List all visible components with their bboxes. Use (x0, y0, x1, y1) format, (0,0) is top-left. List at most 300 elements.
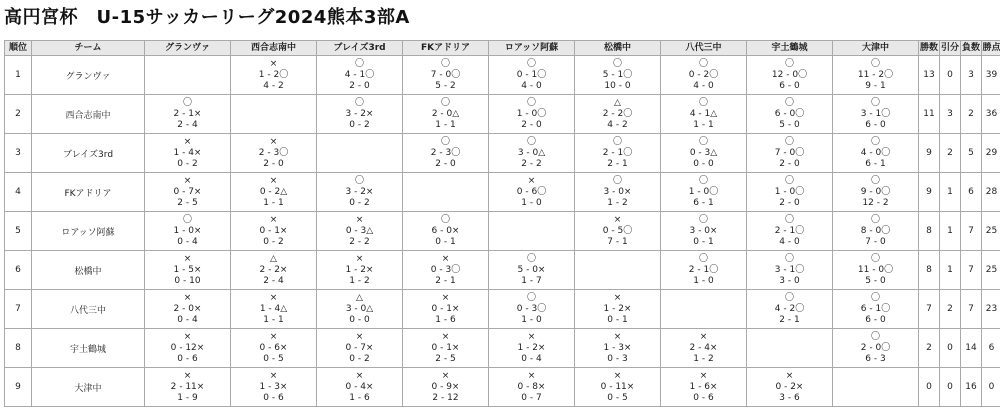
first-leg-score: 1 - 0〇 (774, 186, 805, 197)
table-row (5, 329, 1000, 368)
first-leg-score: 0 - 9× (431, 381, 460, 392)
second-leg-score: 1 - 1 (263, 197, 284, 208)
result-mark: × (613, 331, 622, 342)
losses-cell: 7 (961, 251, 982, 290)
match-result-cell (575, 329, 661, 368)
team-name-cell: 松橋中 (32, 251, 145, 290)
points-cell: 25 (982, 251, 1000, 290)
match-result-cell (145, 212, 231, 251)
losses-cell: 7 (961, 212, 982, 251)
result-mark: △ (614, 97, 621, 108)
first-leg-score: 11 - 2〇 (857, 69, 894, 80)
result-mark: × (183, 136, 192, 147)
first-leg-score: 1 - 0〇 (516, 108, 547, 119)
second-leg-score: 3 - 0 (779, 275, 800, 286)
second-leg-score: 1 - 9 (177, 392, 198, 403)
table-row (5, 212, 1000, 251)
header-opponent: FKアドリア (403, 41, 489, 56)
match-result-cell (317, 290, 403, 329)
table-row (5, 95, 1000, 134)
result-mark: 〇 (784, 292, 794, 303)
first-leg-score: 1 - 0〇 (688, 186, 719, 197)
first-leg-score: 2 - 0△ (431, 108, 460, 119)
result-mark: 〇 (870, 214, 880, 225)
match-result-cell (317, 134, 403, 173)
draws-cell: 2 (940, 134, 961, 173)
match-result-cell (317, 56, 403, 95)
result-mark: 〇 (182, 214, 192, 225)
match-result-cell (403, 173, 489, 212)
result-mark: 〇 (354, 58, 364, 69)
match-result-cell (489, 251, 575, 290)
second-leg-score: 2 - 12 (432, 392, 459, 403)
match-result-cell (231, 212, 317, 251)
result-mark: × (269, 136, 278, 147)
result-mark: 〇 (870, 97, 880, 108)
result-mark: 〇 (698, 175, 708, 186)
first-leg-score: 1 - 0× (173, 225, 202, 236)
match-result-cell (575, 95, 661, 134)
header-opponent: ロアッソ阿蘇 (489, 41, 575, 56)
result-mark: × (527, 175, 536, 186)
rank-cell: 7 (5, 290, 32, 329)
match-result-cell (661, 56, 747, 95)
result-mark: 〇 (698, 253, 708, 264)
match-result-cell (661, 212, 747, 251)
second-leg-score: 0 - 4 (177, 236, 198, 247)
second-leg-score: 2 - 0 (263, 158, 284, 169)
result-mark: × (699, 331, 708, 342)
header-opponent: ブレイズ3rd (317, 41, 403, 56)
match-result-cell (661, 329, 747, 368)
match-result-cell (747, 56, 833, 95)
match-result-cell (575, 290, 661, 329)
first-leg-score: 3 - 0× (689, 225, 718, 236)
match-result-cell (145, 290, 231, 329)
header-opponent: 大津中 (833, 41, 919, 56)
draws-cell: 0 (940, 329, 961, 368)
second-leg-score: 0 - 4 (521, 353, 542, 364)
first-leg-score: 3 - 1〇 (860, 108, 891, 119)
match-result-cell (403, 368, 489, 407)
first-leg-score: 2 - 0〇 (860, 342, 891, 353)
points-cell: 29 (982, 134, 1000, 173)
match-result-cell (489, 95, 575, 134)
header-losses: 負数 (961, 41, 982, 56)
match-result-cell (747, 212, 833, 251)
result-mark: 〇 (698, 58, 708, 69)
first-leg-score: 3 - 0△ (517, 147, 546, 158)
second-leg-score: 2 - 0 (349, 80, 370, 91)
first-leg-score: 1 - 2〇 (258, 69, 289, 80)
second-leg-score: 3 - 6 (779, 392, 800, 403)
second-leg-score: 0 - 3 (607, 353, 628, 364)
match-result-cell (661, 290, 747, 329)
second-leg-score: 7 - 1 (607, 236, 628, 247)
match-result-cell (231, 56, 317, 95)
match-result-cell (489, 368, 575, 407)
rank-cell: 9 (5, 368, 32, 407)
second-leg-score: 4 - 0 (521, 80, 542, 91)
rank-cell: 1 (5, 56, 32, 95)
losses-cell: 3 (961, 56, 982, 95)
second-leg-score: 1 - 2 (693, 353, 714, 364)
match-result-cell (317, 173, 403, 212)
first-leg-score: 2 - 2× (259, 264, 288, 275)
draws-cell: 0 (940, 368, 961, 407)
second-leg-score: 0 - 6 (263, 392, 284, 403)
first-leg-score: 0 - 3△ (689, 147, 718, 158)
draws-cell: 1 (940, 251, 961, 290)
rank-cell: 3 (5, 134, 32, 173)
result-mark: △ (270, 253, 277, 264)
wins-cell: 13 (919, 56, 940, 95)
header-opponent: 宇土鶴城 (747, 41, 833, 56)
first-leg-score: 0 - 1× (431, 303, 460, 314)
first-leg-score: 0 - 1× (431, 342, 460, 353)
second-leg-score: 6 - 0 (779, 80, 800, 91)
second-leg-score: 2 - 2 (349, 236, 370, 247)
header-draws: 引分 (940, 41, 961, 56)
second-leg-score: 1 - 0 (521, 314, 542, 325)
result-mark: × (269, 331, 278, 342)
result-mark: 〇 (698, 214, 708, 225)
rank-cell: 8 (5, 329, 32, 368)
match-result-cell (833, 134, 919, 173)
team-name-cell: ロアッソ阿蘇 (32, 212, 145, 251)
result-mark: 〇 (612, 136, 622, 147)
match-result-cell (747, 134, 833, 173)
result-mark: × (183, 253, 192, 264)
first-leg-score: 0 - 4× (345, 381, 374, 392)
first-leg-score: 11 - 0〇 (857, 264, 894, 275)
result-mark: 〇 (698, 136, 708, 147)
second-leg-score: 0 - 7 (521, 392, 542, 403)
match-result-cell (575, 134, 661, 173)
result-mark: 〇 (784, 253, 794, 264)
result-mark: × (269, 292, 278, 303)
first-leg-score: 0 - 11× (600, 381, 635, 392)
match-result-cell (575, 212, 661, 251)
second-leg-score: 1 - 0 (521, 197, 542, 208)
result-mark: × (441, 292, 450, 303)
wins-cell: 8 (919, 212, 940, 251)
match-result-cell (403, 95, 489, 134)
first-leg-score: 0 - 1〇 (516, 69, 547, 80)
first-leg-score: 3 - 2× (345, 108, 374, 119)
second-leg-score: 2 - 5 (435, 353, 456, 364)
result-mark: 〇 (526, 97, 536, 108)
match-result-cell (145, 251, 231, 290)
match-result-cell (145, 56, 231, 95)
match-result-cell (575, 368, 661, 407)
table-row (5, 173, 1000, 212)
second-leg-score: 0 - 2 (349, 197, 370, 208)
result-mark: 〇 (870, 292, 880, 303)
match-result-cell (489, 329, 575, 368)
first-leg-score: 2 - 1× (173, 108, 202, 119)
second-leg-score: 0 - 1 (607, 314, 628, 325)
second-leg-score: 0 - 4 (177, 314, 198, 325)
second-leg-score: 2 - 5 (177, 197, 198, 208)
rank-cell: 2 (5, 95, 32, 134)
second-leg-score: 10 - 0 (604, 80, 631, 91)
points-cell: 25 (982, 212, 1000, 251)
second-leg-score: 1 - 1 (263, 314, 284, 325)
match-result-cell (489, 56, 575, 95)
first-leg-score: 4 - 0〇 (860, 147, 891, 158)
page-title: 高円宮杯 U-15サッカーリーグ2024熊本3部A (4, 7, 410, 28)
header-team: チーム (32, 41, 145, 56)
result-mark: 〇 (698, 97, 708, 108)
wins-cell: 11 (919, 95, 940, 134)
match-result-cell (833, 212, 919, 251)
result-mark: × (699, 370, 708, 381)
wins-cell: 0 (919, 368, 940, 407)
result-mark: × (613, 370, 622, 381)
first-leg-score: 12 - 0〇 (771, 69, 808, 80)
result-mark: × (183, 331, 192, 342)
first-leg-score: 2 - 3〇 (258, 147, 289, 158)
second-leg-score: 6 - 1 (693, 197, 714, 208)
match-result-cell (575, 56, 661, 95)
first-leg-score: 2 - 1〇 (602, 147, 633, 158)
draws-cell: 2 (940, 290, 961, 329)
result-mark: 〇 (440, 97, 450, 108)
result-mark: 〇 (354, 175, 364, 186)
second-leg-score: 1 - 1 (693, 119, 714, 130)
losses-cell: 7 (961, 290, 982, 329)
team-name-cell: ブレイズ3rd (32, 134, 145, 173)
second-leg-score: 4 - 0 (693, 80, 714, 91)
first-leg-score: 0 - 3△ (345, 225, 374, 236)
draws-cell: 0 (940, 56, 961, 95)
second-leg-score: 6 - 3 (865, 353, 886, 364)
second-leg-score: 7 - 0 (865, 236, 886, 247)
second-leg-score: 1 - 6 (349, 392, 370, 403)
match-result-cell (403, 212, 489, 251)
first-leg-score: 0 - 12× (170, 342, 205, 353)
team-name-cell: 宇土鶴城 (32, 329, 145, 368)
second-leg-score: 6 - 0 (865, 314, 886, 325)
match-result-cell (403, 329, 489, 368)
first-leg-score: 3 - 0× (603, 186, 632, 197)
second-leg-score: 1 - 6 (435, 314, 456, 325)
match-result-cell (231, 95, 317, 134)
points-cell: 36 (982, 95, 1000, 134)
match-result-cell (661, 251, 747, 290)
second-leg-score: 9 - 1 (865, 80, 886, 91)
draws-cell: 1 (940, 173, 961, 212)
match-result-cell (833, 329, 919, 368)
second-leg-score: 0 - 0 (693, 158, 714, 169)
match-result-cell (145, 95, 231, 134)
first-leg-score: 7 - 0〇 (774, 147, 805, 158)
result-mark: × (613, 214, 622, 225)
rank-cell: 6 (5, 251, 32, 290)
wins-cell: 9 (919, 134, 940, 173)
second-leg-score: 0 - 5 (263, 353, 284, 364)
first-leg-score: 4 - 1〇 (344, 69, 375, 80)
second-leg-score: 2 - 0 (521, 119, 542, 130)
result-mark: 〇 (526, 253, 536, 264)
first-leg-score: 2 - 2〇 (602, 108, 633, 119)
match-result-cell (145, 329, 231, 368)
first-leg-score: 0 - 5〇 (602, 225, 633, 236)
match-result-cell (317, 251, 403, 290)
table-row (5, 251, 1000, 290)
header-opponent: 松橋中 (575, 41, 661, 56)
team-name-cell: FKアドリア (32, 173, 145, 212)
result-mark: 〇 (526, 58, 536, 69)
second-leg-score: 1 - 2 (349, 275, 370, 286)
first-leg-score: 2 - 11× (170, 381, 205, 392)
result-mark: × (613, 292, 622, 303)
points-cell: 28 (982, 173, 1000, 212)
header-opponent: 西合志南中 (231, 41, 317, 56)
result-mark: × (355, 370, 364, 381)
wins-cell: 8 (919, 251, 940, 290)
match-result-cell (747, 173, 833, 212)
second-leg-score: 5 - 2 (435, 80, 456, 91)
first-leg-score: 9 - 0〇 (860, 186, 891, 197)
match-result-cell (747, 95, 833, 134)
match-result-cell (661, 95, 747, 134)
match-result-cell (317, 329, 403, 368)
second-leg-score: 2 - 4 (263, 275, 284, 286)
first-leg-score: 7 - 0〇 (430, 69, 461, 80)
result-mark: × (785, 370, 794, 381)
first-leg-score: 1 - 5× (173, 264, 202, 275)
second-leg-score: 0 - 6 (177, 353, 198, 364)
match-result-cell (747, 329, 833, 368)
first-leg-score: 0 - 2〇 (688, 69, 719, 80)
losses-cell: 5 (961, 134, 982, 173)
match-result-cell (317, 212, 403, 251)
second-leg-score: 6 - 0 (865, 119, 886, 130)
second-leg-score: 6 - 1 (865, 158, 886, 169)
first-leg-score: 0 - 6〇 (516, 186, 547, 197)
match-result-cell (833, 173, 919, 212)
result-mark: × (269, 58, 278, 69)
result-mark: × (269, 214, 278, 225)
result-mark: 〇 (526, 136, 536, 147)
result-mark: 〇 (612, 175, 622, 186)
first-leg-score: 1 - 6× (689, 381, 718, 392)
match-result-cell (575, 173, 661, 212)
match-result-cell (317, 95, 403, 134)
match-result-cell (403, 251, 489, 290)
first-leg-score: 3 - 1〇 (774, 264, 805, 275)
second-leg-score: 0 - 2 (349, 119, 370, 130)
match-result-cell (231, 251, 317, 290)
result-mark: 〇 (526, 292, 536, 303)
second-leg-score: 0 - 6 (693, 392, 714, 403)
second-leg-score: 5 - 0 (865, 275, 886, 286)
result-mark: × (527, 370, 536, 381)
draws-cell: 1 (940, 212, 961, 251)
match-result-cell (661, 134, 747, 173)
points-cell: 23 (982, 290, 1000, 329)
match-result-cell (833, 251, 919, 290)
match-result-cell (403, 290, 489, 329)
result-mark: × (441, 331, 450, 342)
first-leg-score: 2 - 3〇 (430, 147, 461, 158)
match-result-cell (661, 173, 747, 212)
first-leg-score: 0 - 3〇 (516, 303, 547, 314)
second-leg-score: 0 - 1 (435, 236, 456, 247)
second-leg-score: 0 - 0 (349, 314, 370, 325)
first-leg-score: 0 - 7× (173, 186, 202, 197)
header-opponent: 八代三中 (661, 41, 747, 56)
second-leg-score: 5 - 0 (779, 119, 800, 130)
result-mark: 〇 (784, 97, 794, 108)
match-result-cell (747, 251, 833, 290)
first-leg-score: 5 - 0× (517, 264, 546, 275)
result-mark: × (183, 175, 192, 186)
first-leg-score: 2 - 1〇 (774, 225, 805, 236)
result-mark: 〇 (440, 58, 450, 69)
first-leg-score: 2 - 0× (173, 303, 202, 314)
first-leg-score: 6 - 0× (431, 225, 460, 236)
first-leg-score: 0 - 1× (259, 225, 288, 236)
table-row (5, 368, 1000, 407)
team-name-cell: 西合志南中 (32, 95, 145, 134)
header-wins: 勝数 (919, 41, 940, 56)
result-mark: × (183, 292, 192, 303)
table-row (5, 134, 1000, 173)
first-leg-score: 1 - 2× (603, 303, 632, 314)
losses-cell: 16 (961, 368, 982, 407)
first-leg-score: 1 - 2× (517, 342, 546, 353)
first-leg-score: 1 - 3× (259, 381, 288, 392)
second-leg-score: 1 - 0 (693, 275, 714, 286)
second-leg-score: 2 - 1 (435, 275, 456, 286)
second-leg-score: 2 - 0 (435, 158, 456, 169)
match-result-cell (489, 173, 575, 212)
header-opponent: グランヴァ (145, 41, 231, 56)
first-leg-score: 4 - 2〇 (774, 303, 805, 314)
result-mark: 〇 (870, 175, 880, 186)
match-result-cell (403, 134, 489, 173)
second-leg-score: 2 - 0 (779, 197, 800, 208)
first-leg-score: 0 - 7× (345, 342, 374, 353)
second-leg-score: 0 - 2 (349, 353, 370, 364)
result-mark: × (441, 370, 450, 381)
rank-cell: 4 (5, 173, 32, 212)
second-leg-score: 2 - 2 (521, 158, 542, 169)
match-result-cell (489, 290, 575, 329)
first-leg-score: 1 - 4× (173, 147, 202, 158)
match-result-cell (661, 368, 747, 407)
wins-cell: 7 (919, 290, 940, 329)
result-mark: 〇 (440, 214, 450, 225)
match-result-cell (833, 290, 919, 329)
match-result-cell (231, 329, 317, 368)
header-rank: 順位 (5, 41, 32, 56)
losses-cell: 14 (961, 329, 982, 368)
team-name-cell: 八代三中 (32, 290, 145, 329)
second-leg-score: 1 - 7 (521, 275, 542, 286)
second-leg-score: 2 - 1 (607, 158, 628, 169)
points-cell: 6 (982, 329, 1000, 368)
match-result-cell (145, 134, 231, 173)
team-name-cell: グランヴァ (32, 56, 145, 95)
first-leg-score: 2 - 1〇 (688, 264, 719, 275)
table-body (5, 56, 1000, 407)
result-mark: × (441, 253, 450, 264)
match-result-cell (747, 290, 833, 329)
